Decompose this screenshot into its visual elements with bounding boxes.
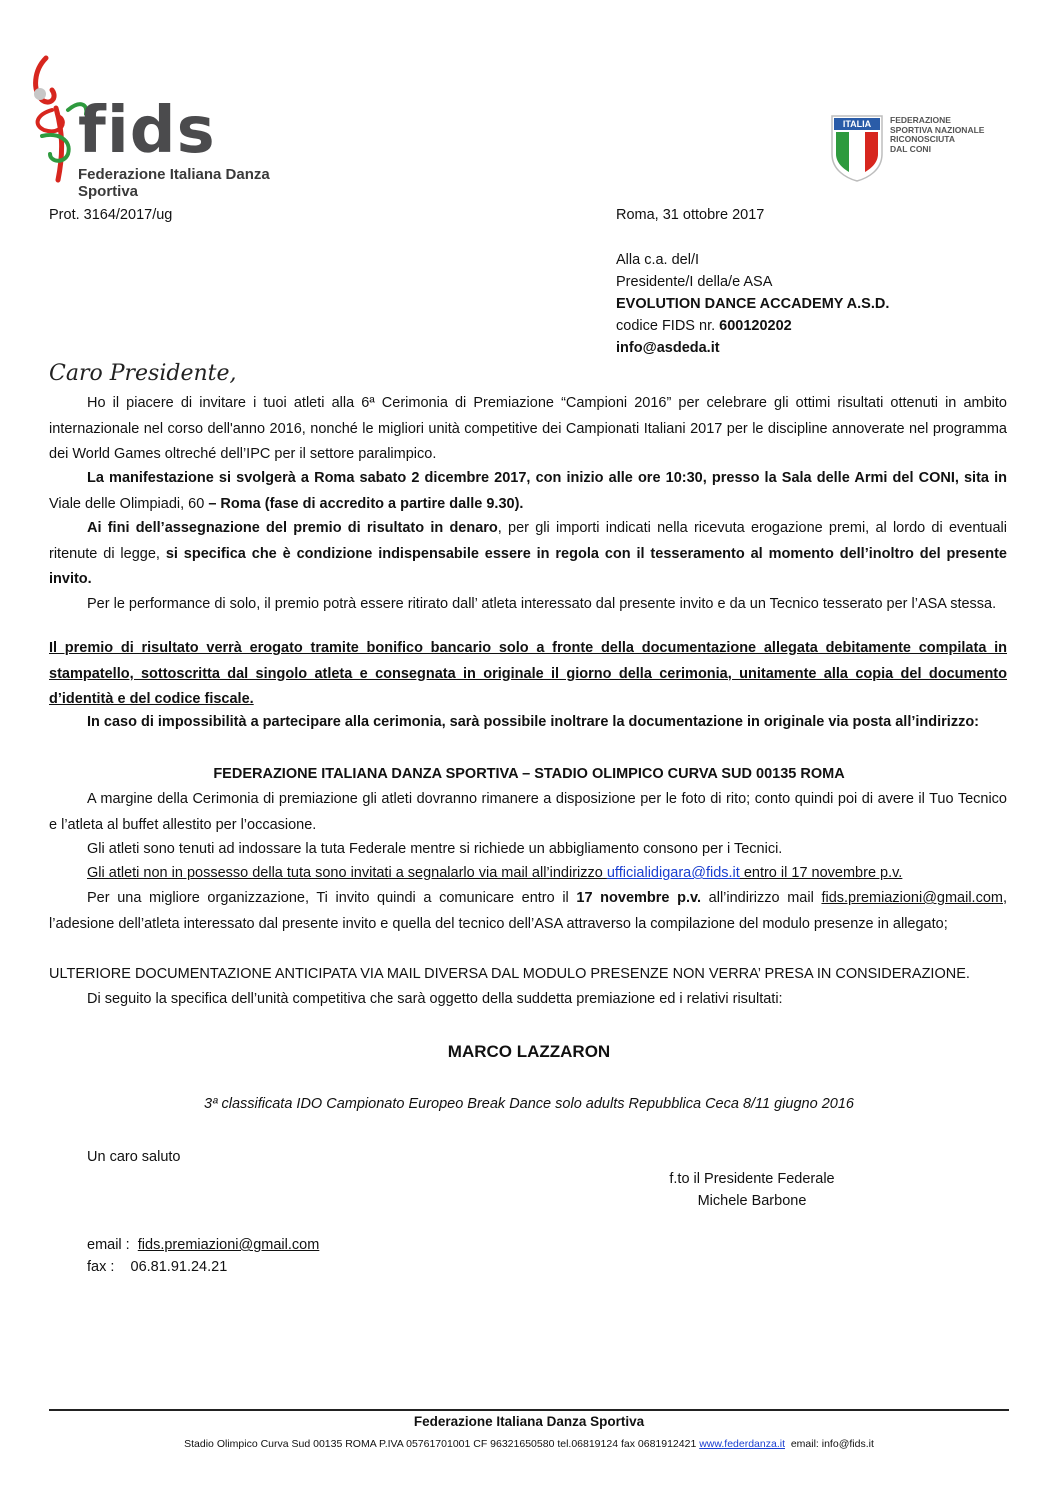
footer-divider — [49, 1409, 1009, 1411]
recipient-block — [616, 249, 889, 359]
recipient-line: Presidente/I della/e ASA — [616, 274, 773, 290]
venue-bold: La manifestazione si svolgerà a Roma sabato 2 dicembre 2017, con inizio alle ore 10:30, presso la Sala delle Armi del CONI, sita in — [87, 470, 1007, 486]
paragraph-invitation: Ho il piacere di invitare i tuoi atleti alla 6ª Cerimonia di Premiazione “Campioni 2016” per celebrare gli ottimi risultati ottenuti in ambito internazionale nel corso dell'anno 2016, nonché le migliori unità competitive dei Campionati Italiani 2017 per le discipline annoverate nel programma dei World Games oltreché dell’IPC per il settore paralimpico. — [49, 395, 1007, 462]
paragraph-solo: Per le performance di solo, il premio potrà essere ritirato dall’ atleta interessato dal presente invito e da un Tecnico tesserato per l’ASA stessa. — [87, 596, 997, 612]
coni-text — [890, 116, 984, 154]
referee-email-link[interactable]: ufficialidigara@fids.it — [606, 865, 740, 881]
venue-bold-end: – Roma (fase di accredito a partire dalle 9.30). — [208, 495, 524, 512]
org-text-a: Per una migliore organizzazione, Ti invito quindi a comunicare entro il — [87, 890, 577, 906]
paragraph-specification: Di seguito la specifica dell’unità competitiva che sarà oggetto della suddetta premiazione ed i relativi risultati: — [87, 991, 783, 1007]
contact-fax-row — [87, 1256, 319, 1278]
coni-text-line: RICONOSCIUTA — [890, 134, 956, 144]
footer-website-link[interactable]: www.federdanza.it — [699, 1438, 785, 1450]
premiazioni-email-link[interactable]: fids.premiazioni@gmail.com — [821, 890, 1003, 906]
footer-address: Stadio Olimpico Curva Sud 00135 ROMA P.IVA 05761701001 CF 96321650580 tel.06819124 fax 0681912421 — [184, 1438, 700, 1450]
prize-bold-2: si specifica che è condizione indispensabile essere in regola con il tesseramento al momento dell’inoltro del presente invito. — [49, 545, 1007, 587]
contact-email-row — [87, 1234, 319, 1256]
footer-title: Federazione Italiana Danza Sportiva — [413, 1414, 645, 1429]
recipient-name: EVOLUTION DANCE ACCADEMY A.S.D. — [616, 296, 890, 312]
contact-email-link[interactable]: fids.premiazioni@gmail.com — [137, 1237, 320, 1253]
venue-street: Viale delle Olimpiadi, 60 — [49, 495, 209, 512]
footer-email: email: info@fids.it — [785, 1438, 874, 1450]
coni-text-line: SPORTIVA NAZIONALE — [890, 124, 985, 135]
signature-title: f.to il Presidente Federale — [669, 1171, 835, 1187]
no-uniform-text: Gli atleti non in possesso della tuta sono invitati a segnalarlo via mail all’indirizzo — [87, 865, 607, 881]
federation-address: FEDERAZIONE ITALIANA DANZA SPORTIVA – STADIO OLIMPICO CURVA SUD 00135 ROMA — [213, 766, 845, 782]
paragraph-impossibility: In caso di impossibilità a partecipare alla cerimonia, sarà possibile inoltrare la documentazione in originale via posta all’indirizzo: — [87, 714, 980, 730]
paragraph-photos: A margine della Cerimonia di premiazione gli atleti dovranno rimanere a disposizione per le foto di rito; conto quindi poi di avere il Tuo Tecnico e l’atleta al buffet allestito per l’occasione. — [49, 791, 1007, 833]
paragraph-uniform: Gli atleti sono tenuti ad indossare la tuta Federale mentre si richiede un abbigliamento consono per i Tecnici. — [87, 841, 783, 857]
paragraph-prize — [49, 516, 1007, 593]
org-text-c: , l’adesione dell’atleta interessato dal presente invito e quella del tecnico dell’ASA attraverso la compilazione del modulo presenze in allegato; — [49, 890, 1008, 932]
code-value: 600120202 — [719, 318, 792, 334]
prize-normal: , per gli importi indicati nella ricevuta erogazione premi, al lordo di eventuali ritenute di legge, — [49, 520, 1007, 562]
coni-text-line: DAL CONI — [890, 143, 931, 154]
contacts-block — [87, 1234, 319, 1278]
coni-badge — [830, 114, 1030, 184]
paragraph-venue — [49, 466, 1007, 517]
org-text-b: all’indirizzo mail — [701, 890, 822, 906]
prize-bold-1: Ai fini dell’assegnazione del premio di risultato in denaro — [87, 520, 498, 536]
athlete-name: MARCO LAZZARON — [447, 1042, 611, 1061]
fids-logo — [28, 50, 308, 200]
signature-block — [632, 1168, 872, 1212]
footer-details — [0, 1438, 1058, 1450]
protocol-number: Prot. 3164/2017/ug — [49, 207, 173, 223]
recipient-line: Alla c.a. del/I — [616, 252, 700, 268]
paragraph-organization — [49, 886, 1007, 937]
email-label: email : — [87, 1237, 138, 1253]
paragraph-bank-transfer: Il premio di risultato verrà erogato tramite bonifico bancario solo a fronte della documentazione allegata debitamente compilata in stampatello, sottoscritta dal singolo atleta e consegnata in originale il giorno della cerimonia, unitamente alla copia del documento d’identità e del codice fiscale. — [49, 640, 1007, 707]
coni-text-line: FEDERAZIONE — [890, 115, 951, 125]
closing-greeting: Un caro saluto — [87, 1149, 181, 1165]
logo-wordmark: fids — [78, 94, 216, 168]
athlete-result: 3ª classificata IDO Campionato Europeo Break Dance solo adults Repubblica Ceca 8/11 giugno 2016 — [204, 1096, 854, 1112]
salutation: Caro Presidente, — [49, 361, 237, 386]
org-deadline: 17 novembre p.v. — [576, 890, 702, 906]
no-uniform-deadline: entro il 17 novembre p.v. — [739, 865, 903, 881]
fax-number: 06.81.91.24.21 — [130, 1259, 228, 1275]
recipient-email: info@asdeda.it — [616, 340, 720, 356]
fax-label: fax : — [87, 1259, 131, 1275]
italia-label: ITALIA — [842, 119, 872, 129]
letter-date: Roma, 31 ottobre 2017 — [616, 207, 765, 223]
paragraph-no-uniform — [49, 861, 1007, 887]
paragraph-warning: ULTERIORE DOCUMENTAZIONE ANTICIPATA VIA MAIL DIVERSA DAL MODULO PRESENZE NON VERRA’ PRESA IN CONSIDERAZIONE. — [49, 966, 970, 982]
signature-name: Michele Barbone — [697, 1193, 807, 1209]
logo-subtitle: Federazione Italiana Danza Sportiva — [78, 166, 270, 200]
recipient-code — [616, 315, 889, 337]
code-label: codice FIDS nr. — [616, 318, 720, 334]
